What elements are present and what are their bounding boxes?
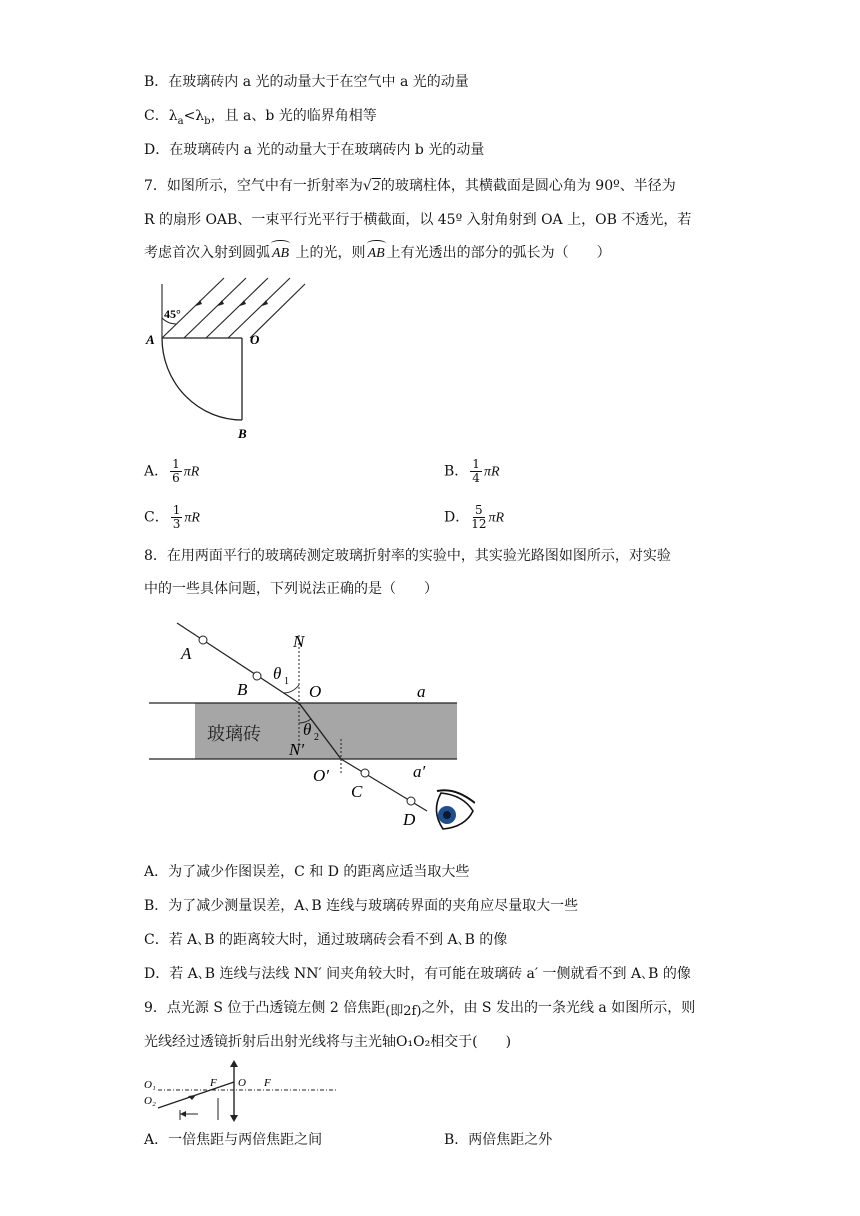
q8-option-d: D．若 A､B 连线与法线 NN′ 间夹角较大时，有可能在玻璃砖 a′ 一侧就看不到 A､B 的像 (144, 966, 691, 982)
q7-option-b (444, 458, 500, 485)
q9-lens-figure (140, 1058, 340, 1124)
q8-stem-line1: 8．在用两面平行的玻璃砖测定玻璃折射率的实验中，其实验光路图如图所示，对实验 (144, 548, 671, 564)
q7-opt-d-tail: πR (488, 510, 505, 526)
q8-label-o-prime: O′ (313, 766, 329, 785)
q7-label-o: O (250, 332, 260, 347)
q8-label-o: O (309, 682, 322, 701)
q8-pin-b (253, 672, 261, 680)
q8-eye-icon (436, 790, 475, 829)
q7-stem-line1 (144, 176, 676, 197)
q8-option-c: C．若 A､B 的距离较大时，通过玻璃砖会看不到 A､B 的像 (144, 932, 508, 948)
q7-opt-a-label: A． (144, 463, 169, 480)
q8-option-a: A．为了减少作图误差，C 和 D 的距离应适当取大些 (144, 864, 470, 880)
q9-stem-line2 (144, 1032, 511, 1052)
q8-label-surface-a: a (417, 682, 426, 701)
q6-option-b: B．在玻璃砖内 a 光的动量大于在空气中 a 光的动量 (144, 74, 469, 90)
q7-text-a: 7．如图所示，空气中有一折射率为 (144, 178, 363, 194)
q7-opt-d-den: 12 (471, 517, 487, 531)
q8-label-theta2-sub: 2 (314, 732, 319, 743)
q6-option-c-text: C．λ (144, 108, 178, 124)
q7-opt-a-den: 6 (172, 471, 180, 485)
q9-axis-label: O₁O₂ (396, 1034, 431, 1050)
q9-label-f-right: F (264, 1077, 271, 1089)
q7-ray-5 (250, 284, 305, 338)
q7-text-3c: 上有光透出的部分的弧长为（ ） (386, 245, 611, 261)
q7-opt-d-num: 5 (475, 503, 483, 517)
q9-label-o1: O₁ (144, 1079, 156, 1091)
q7-opt-c-tail: πR (184, 510, 200, 526)
q6-option-d: D．在玻璃砖内 a 光的动量大于在玻璃砖内 b 光的动量 (144, 142, 485, 158)
q8-label-n-prime: N′ (289, 740, 305, 759)
q8-label-theta1-sub: 1 (284, 676, 289, 687)
q9-stem-line1 (144, 998, 695, 1019)
q7-opt-b-tail: πR (483, 464, 500, 480)
q8-label-a: A (181, 644, 192, 663)
q9-text-2b: 相交于( ) (430, 1034, 512, 1050)
q6-option-c-rest: ，且 a、b 光的临界角相等 (210, 108, 377, 124)
q9-label-f-left: F (210, 1077, 217, 1089)
sqrt-symbol: √ (362, 178, 372, 194)
q8-label-n: N (293, 632, 305, 651)
arc-ab-1: AB (270, 244, 291, 264)
sqrt-value: 2 (372, 179, 380, 194)
q7-text-3b: 上的光，则 (291, 245, 366, 261)
sqrt2 (363, 176, 381, 197)
q8-option-b: B．为了减少测量误差，A､B 连线与玻璃砖界面的夹角应尽量取大一些 (144, 898, 579, 914)
q8-pin-a (199, 636, 207, 644)
q7-label-45: 45° (164, 307, 181, 321)
q8-label-theta2: θ (303, 720, 312, 739)
q6-lt: <λ (183, 108, 205, 124)
q9-label-o2: O₂ (144, 1095, 156, 1107)
q7-opt-b-frac (470, 458, 482, 485)
q9-dim-arrow (180, 1111, 186, 1117)
q9-option-b: B．两倍焦距之外 (444, 1132, 553, 1148)
q7-opt-c-frac (171, 504, 183, 531)
q8-pin-d (407, 797, 415, 805)
q7-opt-a-frac (170, 458, 182, 485)
q6-sub-b: b (204, 115, 211, 127)
q7-opt-b-den: 4 (472, 471, 480, 485)
q7-stem-line3 (144, 243, 611, 264)
q7-text-b: 的玻璃柱体，其横截面是圆心角为 90º、半径为 (380, 178, 676, 194)
q9-text-a: 9．点光源 S 位于凸透镜左侧 2 倍焦距 (144, 1000, 386, 1016)
q7-arc-ab (162, 338, 242, 420)
q7-opt-a-num: 1 (172, 457, 180, 471)
q7-opt-c-label: C． (144, 509, 169, 526)
q8-label-glass: 玻璃砖 (207, 724, 261, 744)
q8-label-c: C (351, 782, 363, 801)
q7-option-a (144, 458, 199, 485)
q8-pin-c (361, 769, 369, 777)
q9-text-b: 之外，由 S 发出的一条光线 a 如图所示，则 (421, 1000, 696, 1016)
q6-sub-a: a (177, 115, 184, 127)
q7-ray-arrows (196, 300, 268, 306)
q9-lens-arrow-top (230, 1060, 238, 1067)
q7-stem-line2: R 的扇形 OAB、一束平行光平行于横截面，以 45º 入射角射到 OA 上，OB 不透光，若 (144, 212, 692, 228)
q8-stem-line2: 中的一些具体问题，下列说法正确的是（ ） (144, 581, 438, 597)
q7-option-d (444, 504, 504, 531)
arc-ab-2: AB (366, 244, 387, 264)
q7-opt-c-num: 1 (172, 503, 181, 517)
q7-opt-d-label: D． (444, 509, 470, 526)
q8-label-b: B (237, 680, 248, 699)
q8-glass-brick-figure (145, 615, 475, 840)
q7-opt-a-tail: πR (183, 464, 200, 480)
q7-opt-d-frac (471, 504, 486, 531)
q7-opt-b-num: 1 (472, 457, 480, 471)
q9-text-2a: 光线经过透镜折射后出射光线将与主光轴 (144, 1034, 396, 1050)
q9-lens-arrow-bottom (230, 1115, 238, 1122)
q9-paren-2f: (即2f) (385, 1004, 422, 1019)
q7-option-c (144, 504, 200, 531)
q7-text-3a: 考虑首次入射到圆弧 (144, 245, 270, 261)
q7-label-a: A (146, 332, 155, 347)
q7-opt-b-label: B． (444, 463, 469, 480)
q8-label-surface-a-prime: a′ (413, 762, 426, 781)
q8-label-d: D (403, 810, 416, 829)
q7-opt-c-den: 3 (172, 517, 181, 531)
q7-light-rays (162, 278, 305, 338)
q6-option-c (144, 106, 377, 132)
q7-label-b: B (238, 426, 247, 441)
q8-label-theta1: θ (273, 664, 282, 683)
q9-option-a: A．一倍焦距与两倍焦距之间 (144, 1132, 323, 1148)
q7-sector-figure (140, 270, 320, 445)
q9-label-o: O (238, 1077, 246, 1089)
